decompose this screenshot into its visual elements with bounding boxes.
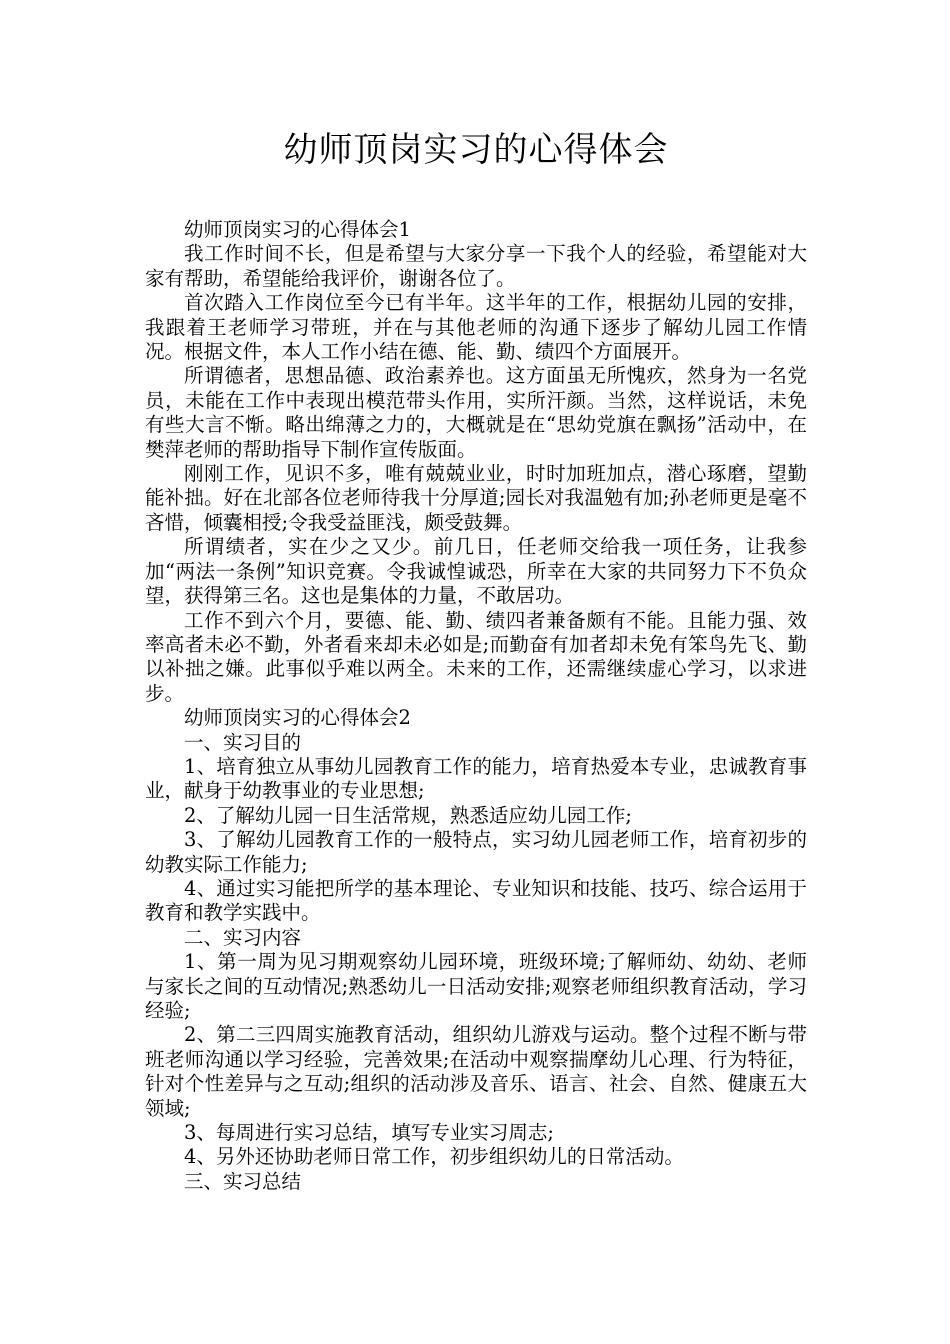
list-item: 1、培育独立从事幼儿园教育工作的能力，培育热爱本专业，忠诚教育事业，献身于幼教事业的专业思想;	[145, 754, 807, 803]
paragraph: 刚刚工作，见识不多，唯有兢兢业业，时时加班加点，潜心琢磨，望勤能补拙。好在北部各位老师待我十分厚道;园长对我温勉有加;孙老师更是毫不吝惜，倾囊相授;令我受益匪浅，颇受鼓舞。	[145, 462, 807, 534]
document-title: 幼师顶岗实习的心得体会	[283, 130, 669, 170]
list-item: 1、第一周为见习期观察幼儿园环境，班级环境;了解师幼、幼幼、老师与家长之间的互动情况;熟悉幼儿一日活动安排;观察老师组织教育活动，学习经验;	[145, 950, 807, 1022]
section-heading-1: 幼师顶岗实习的心得体会1	[184, 218, 411, 241]
list-item: 3、了解幼儿园教育工作的一般特点，实习幼儿园老师工作，培育初步的幼教实际工作能力;	[145, 828, 807, 876]
document-page	[145, 128, 807, 1194]
list-item: 2、了解幼儿园一日生活常规，熟悉适应幼儿园工作;	[184, 803, 632, 827]
section-heading-2: 幼师顶岗实习的心得体会2	[184, 706, 411, 730]
paragraph: 首次踏入工作岗位至今已有半年。这半年的工作，根据幼儿园的安排，我跟着王老师学习带班，并在与其他老师的沟通下逐步了解幼儿园工作情况。根据文件，本人工作小结在德、能、勤、绩四个方面展开。	[145, 291, 807, 364]
list-item: 3、每周进行实习总结，填写专业实习周志;	[184, 1121, 554, 1145]
paragraph: 所谓绩者，实在少之又少。前几日，任老师交给我一项任务，让我参加“两法一条例”知识竞赛。令我诚惶诚恐，所幸在大家的共同努力下不负众望，获得第三名。这也是集体的力量，不敢居功。	[145, 535, 807, 608]
paragraph: 工作不到六个月，要德、能、勤、绩四者兼备颇有不能。且能力强、效率高者未必不勤，外者看来却未必如是;而勤奋有加者却未免有笨鸟先飞、勤以补拙之嫌。此事似乎难以两全。未来的工作，还需继续虚心学习，以求进步。	[145, 608, 807, 705]
subheading-purpose: 一、实习目的	[184, 730, 302, 754]
paragraph: 我工作时间不长，但是希望与大家分享一下我个人的经验，希望能对大家有帮助，希望能给我评价，谢谢各位了。	[145, 242, 807, 290]
subheading-summary: 三、实习总结	[184, 1169, 302, 1193]
subheading-content: 二、实习内容	[184, 925, 302, 949]
document-body	[145, 218, 807, 1194]
list-item: 4、另外还协助老师日常工作，初步组织幼儿的日常活动。	[184, 1145, 684, 1169]
list-item: 4、通过实习能把所学的基本理论、专业知识和技能、技巧、综合运用于教育和教学实践中。	[145, 876, 807, 925]
list-item: 2、第二三四周实施教育活动，组织幼儿游戏与运动。整个过程不断与带班老师沟通以学习经验，完善效果;在活动中观察揣摩幼儿心理、行为特征，针对个性差异与之互动;组织的活动涉及音乐、语言、社会、自然、健康五大领域;	[145, 1023, 807, 1120]
paragraph: 所谓德者，思想品德、政治素养也。这方面虽无所愧疚，然身为一名党员，未能在工作中表现出模范带头作用，实所汗颜。当然，这样说话，未免有些大言不惭。略出绵薄之力的，大概就是在“思幼党旗在飘扬”活动中，在樊萍老师的帮助指导下制作宣传版面。	[145, 364, 807, 461]
